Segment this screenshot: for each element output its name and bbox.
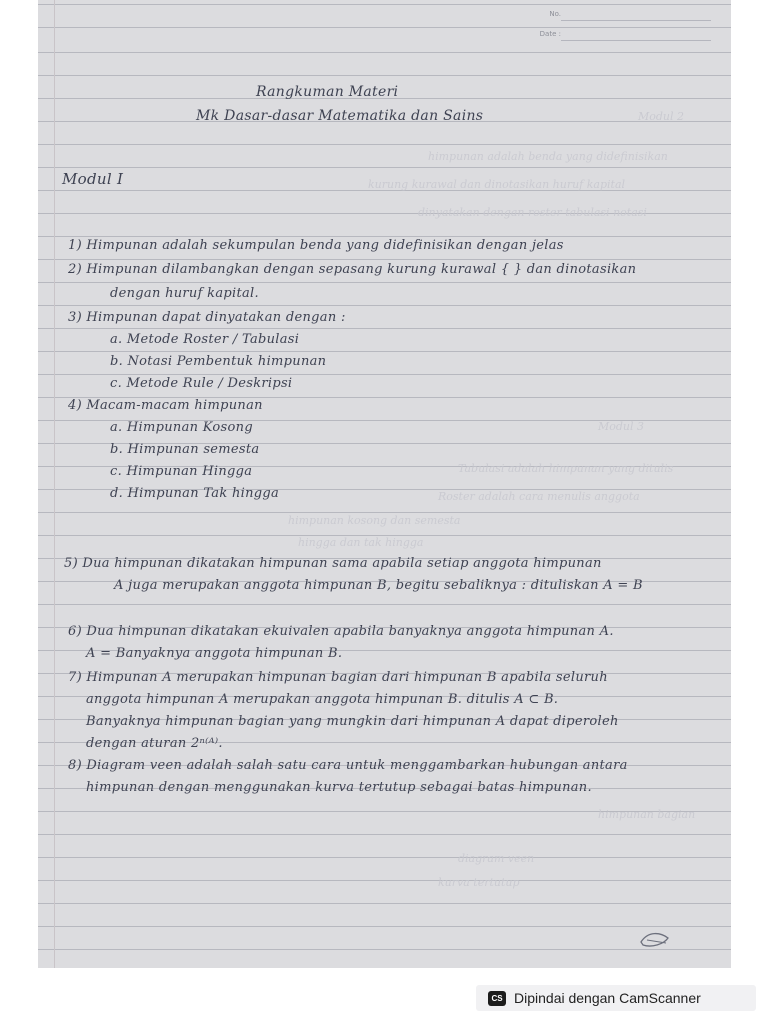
ghost-text: Roster adalah cara menulis anggota bbox=[438, 490, 640, 503]
no-label: No. bbox=[549, 10, 561, 18]
note-line: c. Metode Rule / Deskripsi bbox=[110, 376, 293, 391]
note-line: Banyaknya himpunan bagian yang mungkin dari himpunan A dapat diperoleh bbox=[86, 714, 619, 729]
note-line: 3) Himpunan dapat dinyatakan dengan : bbox=[68, 310, 346, 325]
margin-line bbox=[54, 0, 55, 968]
note-line: anggota himpunan A merupakan anggota himpunan B. ditulis A ⊂ B. bbox=[86, 692, 559, 707]
note-line: 7) Himpunan A merupakan himpunan bagian dari himpunan B apabila seluruh bbox=[68, 670, 608, 685]
note-line: 8) Diagram veen adalah salah satu cara untuk menggambarkan hubungan antara bbox=[68, 758, 628, 773]
camscanner-logo-icon: CS bbox=[488, 991, 506, 1006]
note-line: b. Himpunan semesta bbox=[110, 442, 260, 457]
note-line: 1) Himpunan adalah sekumpulan benda yang didefinisikan dengan jelas bbox=[68, 238, 564, 253]
note-line: 2) Himpunan dilambangkan dengan sepasang kurung kurawal { } dan dinotasikan bbox=[68, 262, 637, 277]
watermark-text: Dipindai dengan CamScanner bbox=[514, 990, 701, 1006]
ghost-text: himpunan adalah benda yang didefinisikan bbox=[428, 150, 668, 163]
title-line-1: Rangkuman Materi bbox=[256, 84, 399, 100]
ghost-text: kurva tertutup bbox=[438, 876, 520, 889]
no-line bbox=[561, 20, 711, 21]
ghost-text: himpunan bagian bbox=[598, 808, 696, 821]
ghost-text: diagram veen bbox=[458, 852, 535, 865]
note-line: himpunan dengan menggunakan kurva tertutup sebagai batas himpunan. bbox=[86, 780, 592, 795]
note-line: 4) Macam-macam himpunan bbox=[68, 398, 263, 413]
note-line: dengan huruf kapital. bbox=[110, 286, 259, 301]
camscanner-watermark bbox=[476, 985, 756, 1011]
title-line-2: Mk Dasar-dasar Matematika dan Sains bbox=[196, 108, 484, 124]
note-line: b. Notasi Pembentuk himpunan bbox=[110, 354, 327, 369]
ghost-text: hingga dan tak hingga bbox=[298, 536, 424, 549]
ghost-text: Modul 3 bbox=[598, 420, 645, 433]
note-line: A juga merupakan anggota himpunan B, begitu sebaliknya : dituliskan A = B bbox=[114, 578, 643, 593]
ghost-text: Tabulasi adalah himpunan yang ditulis bbox=[458, 462, 674, 475]
note-line: dengan aturan 2ⁿ⁽ᴬ⁾. bbox=[86, 736, 223, 751]
modul-heading: Modul I bbox=[62, 170, 124, 188]
ghost-text: dinyatakan dengan roster tabulasi notasi bbox=[418, 206, 647, 219]
date-label: Date : bbox=[539, 30, 561, 38]
note-line: a. Himpunan Kosong bbox=[110, 420, 253, 435]
pen-doodle-icon bbox=[638, 928, 674, 950]
note-line: a. Metode Roster / Tabulasi bbox=[110, 332, 300, 347]
ghost-text: himpunan kosong dan semesta bbox=[288, 514, 461, 527]
ghost-text: kurung kurawal dan dinotasikan huruf kapital bbox=[368, 178, 626, 191]
note-line: A = Banyaknya anggota himpunan B. bbox=[86, 646, 343, 661]
notebook-page bbox=[38, 0, 731, 968]
note-line: d. Himpunan Tak hingga bbox=[110, 486, 280, 501]
date-line bbox=[561, 40, 711, 41]
note-line: 5) Dua himpunan dikatakan himpunan sama apabila setiap anggota himpunan bbox=[64, 556, 602, 571]
note-line: c. Himpunan Hingga bbox=[110, 464, 253, 479]
ghost-text: Modul 2 bbox=[638, 110, 685, 123]
note-line: 6) Dua himpunan dikatakan ekuivalen apabila banyaknya anggota himpunan A. bbox=[68, 624, 614, 639]
